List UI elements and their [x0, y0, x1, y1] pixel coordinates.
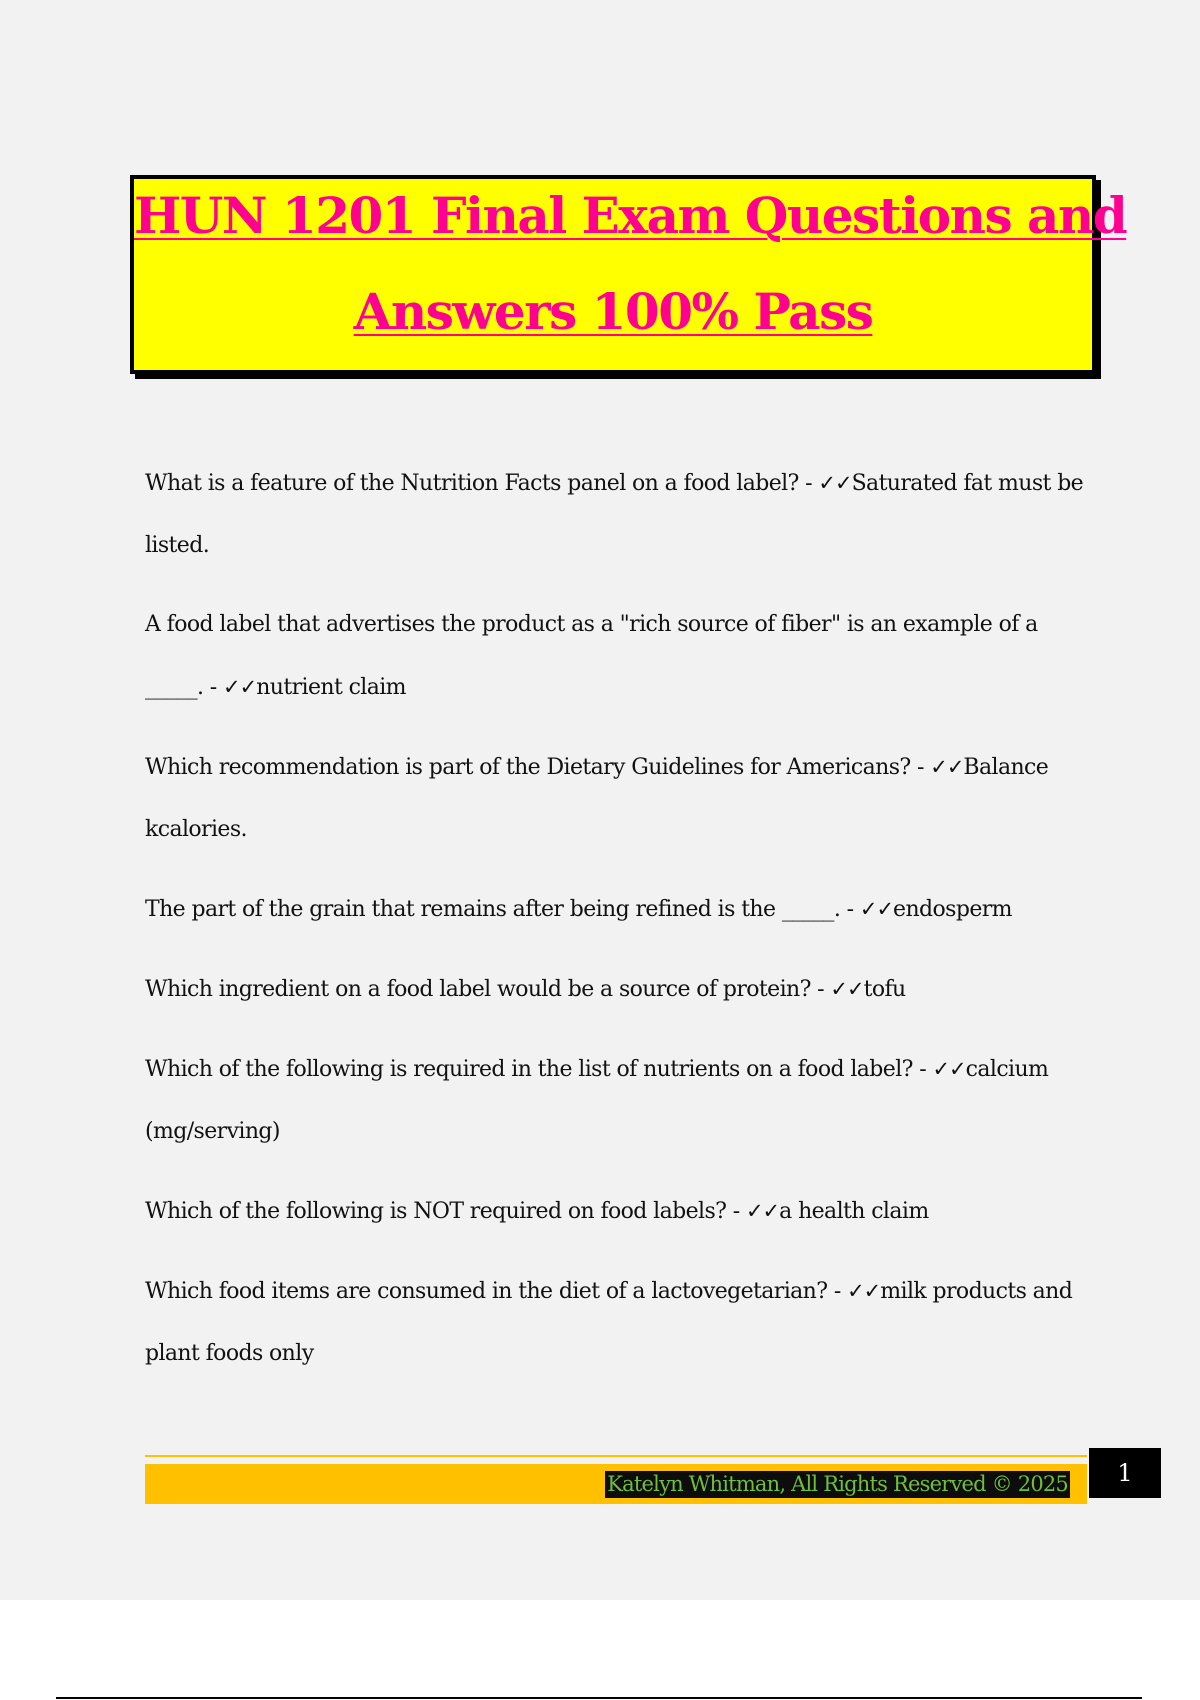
answer-text: tofu	[863, 977, 906, 1002]
answer-text: nutrient claim	[256, 675, 406, 700]
question-text: A food label that advertises the product as a "rich source of fiber" is an example of a _____. -	[145, 612, 1038, 700]
question-text: Which food items are consumed in the diet of a lactovegetarian? -	[145, 1279, 848, 1304]
qa-item-8	[145, 1260, 1095, 1385]
footer-bar	[145, 1464, 1087, 1504]
double-check-icon: ✓✓	[930, 755, 964, 779]
double-check-icon: ✓✓	[859, 897, 894, 921]
answer-text: endosperm	[893, 897, 1012, 922]
question-text: What is a feature of the Nutrition Facts panel on a food label? -	[145, 471, 819, 496]
qa-item-7	[145, 1180, 1095, 1243]
qa-item-1	[145, 452, 1095, 577]
question-text: The part of the grain that remains after being refined is the _____. -	[145, 897, 860, 922]
qa-item-4	[145, 878, 1095, 941]
question-text: Which ingredient on a food label would be a source of protein? -	[145, 977, 831, 1002]
title-box	[130, 175, 1127, 374]
question-text: Which of the following is NOT required on food labels? -	[145, 1199, 746, 1224]
qa-list	[145, 452, 1095, 1385]
answer-text: milk products and plant foods only	[145, 1279, 1073, 1366]
qa-item-3	[145, 736, 1095, 861]
page-number: 1	[1089, 1448, 1161, 1498]
qa-item-2	[145, 594, 1095, 719]
double-check-icon: ✓✓	[223, 675, 257, 699]
answer-text: Balance kcalories.	[145, 755, 1049, 842]
question-text: Which recommendation is part of the Dietary Guidelines for Americans? -	[145, 755, 931, 780]
answer-text: Saturated fat must be listed.	[145, 471, 1084, 558]
document-title-line-1: HUN 1201 Final Exam Questions and	[134, 186, 1127, 245]
qa-item-5	[145, 958, 1095, 1021]
double-check-icon: ✓✓	[818, 471, 852, 495]
question-text: Which of the following is required in the list of nutrients on a food label? -	[145, 1057, 933, 1082]
qa-item-6	[145, 1038, 1095, 1163]
double-check-icon: ✓✓	[847, 1279, 881, 1303]
answer-text: calcium (mg/serving)	[145, 1057, 1049, 1144]
page-separator-line	[56, 1697, 1142, 1699]
double-check-icon: ✓✓	[830, 977, 864, 1001]
copyright-notice: Katelyn Whitman, All Rights Reserved © 2025	[607, 1472, 1068, 1496]
double-check-icon: ✓✓	[932, 1057, 966, 1081]
document-title-line-2: Answers 100% Pass	[353, 282, 873, 341]
footer-rule	[145, 1455, 1087, 1457]
double-check-icon: ✓✓	[745, 1199, 780, 1223]
answer-text: a health claim	[779, 1199, 929, 1224]
